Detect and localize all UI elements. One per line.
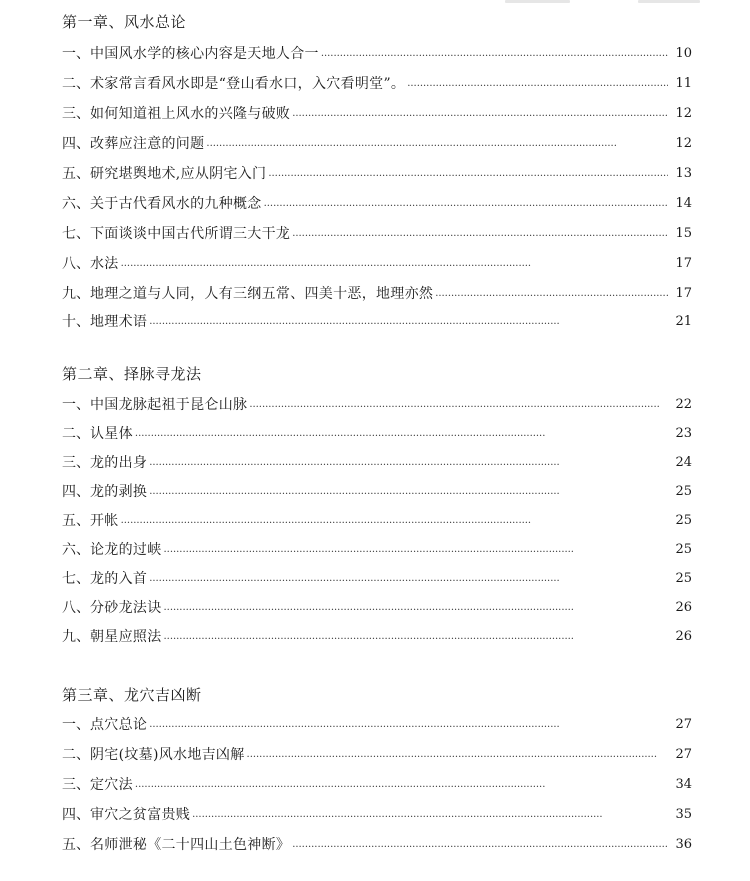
entry-page-number: 21 [675,314,692,329]
entry-title: 定穴法 [90,777,133,793]
dot-leader [292,105,668,123]
dot-leader [149,313,668,331]
toc-entry[interactable] [62,313,692,331]
entry-page-number: 10 [675,46,692,61]
chapter-1 [62,12,692,32]
toc-entry[interactable] [62,45,692,63]
entry-number: 七、 [62,226,90,242]
entry-page-number: 24 [675,455,692,470]
entry-page-number: 25 [675,542,692,557]
toc-entry[interactable] [62,776,692,794]
entry-number: 六、 [62,196,90,212]
entry-number: 三、 [62,455,90,471]
dot-leader [164,628,669,646]
chapter-title: 第三章、龙穴吉凶断 [62,686,202,704]
toc-entry[interactable] [62,836,692,854]
entry-number: 十、 [62,314,90,330]
entry-number: 八、 [62,256,90,272]
entry-number: 八、 [62,600,90,616]
entry-page-number: 25 [675,571,692,586]
entry-page-number: 12 [675,136,692,151]
toc-entry[interactable] [62,806,692,824]
entry-title: 阴宅(坟墓)风水地吉凶解 [90,747,245,763]
toc-entry[interactable] [62,135,692,153]
entry-title: 龙的剥换 [90,484,148,500]
dot-leader [249,396,668,414]
entry-number: 六、 [62,542,90,558]
dot-leader [135,776,668,794]
dot-leader [192,806,668,824]
entry-title: 如何知道祖上风水的兴隆与破败 [90,106,291,122]
dot-leader [121,255,668,273]
entry-number: 四、 [62,484,90,500]
entry-page-number: 27 [675,717,692,732]
scan-artifact [505,0,570,3]
entry-page-number: 25 [675,513,692,528]
entry-number: 五、 [62,837,90,853]
entry-number: 五、 [62,166,90,182]
dot-leader [149,716,668,734]
toc-entry[interactable] [62,165,692,183]
toc-entry[interactable] [62,454,692,472]
dot-leader [164,541,669,559]
entry-title: 朝星应照法 [90,629,162,645]
entry-title: 龙的入首 [90,571,148,587]
toc-entry[interactable] [62,483,692,501]
entry-number: 四、 [62,807,90,823]
entry-page-number: 35 [675,807,692,822]
dot-leader [149,570,668,588]
entry-page-number: 23 [675,426,692,441]
entry-page-number: 22 [675,397,692,412]
dot-leader [268,165,668,183]
dot-leader [435,285,668,303]
entry-page-number: 26 [675,600,692,615]
toc-entry[interactable] [62,396,692,414]
entry-page-number: 17 [675,286,692,301]
entry-number: 二、 [62,747,90,763]
toc-entry[interactable] [62,425,692,443]
entry-number: 二、 [62,76,90,92]
entry-number: 一、 [62,46,90,62]
toc-entry[interactable] [62,746,692,764]
chapter-title: 第二章、择脉寻龙法 [62,365,202,383]
chapter-2 [62,364,692,384]
dot-leader [135,425,668,443]
toc-entry[interactable] [62,628,692,646]
entry-title: 改葬应注意的问题 [90,136,205,152]
dot-leader [264,195,668,213]
entry-number: 九、 [62,629,90,645]
entry-number: 三、 [62,777,90,793]
toc-entry[interactable] [62,225,692,243]
entry-number: 五、 [62,513,90,529]
entry-title: 点穴总论 [90,717,148,733]
entry-page-number: 17 [675,256,692,271]
entry-title: 中国风水学的核心内容是天地人合一 [90,46,319,62]
entry-title: 地理之道与人同，人有三纲五常、四美十恶，地理亦然 [90,286,434,302]
entry-title: 中国龙脉起祖于昆仑山脉 [90,397,248,413]
chapter-title: 第一章、风水总论 [62,13,187,31]
toc-entry[interactable] [62,512,692,530]
dot-leader [321,45,668,63]
entry-title: 龙的出身 [90,455,148,471]
entry-number: 七、 [62,571,90,587]
entry-title: 水法 [90,256,119,272]
chapter-3 [62,685,692,705]
dot-leader [206,135,668,153]
toc-entry[interactable] [62,541,692,559]
entry-number: 一、 [62,397,90,413]
entry-page-number: 26 [675,629,692,644]
entry-page-number: 11 [675,76,692,91]
toc-entry[interactable] [62,105,692,123]
entry-title: 关于古代看风水的九种概念 [90,196,262,212]
entry-number: 三、 [62,106,90,122]
dot-leader [164,599,669,617]
entry-page-number: 15 [675,226,692,241]
entry-title: 下面谈谈中国古代所谓三大干龙 [90,226,291,242]
entry-page-number: 27 [675,747,692,762]
toc-entry[interactable] [62,716,692,734]
toc-entry[interactable] [62,570,692,588]
dot-leader [292,225,668,243]
toc-entry[interactable] [62,75,692,93]
entry-number: 二、 [62,426,90,442]
dot-leader [247,746,668,764]
entry-page-number: 13 [675,166,692,181]
entry-title: 名师泄秘《二十四山土色神断》 [90,837,291,853]
entry-title: 开帐 [90,513,119,529]
entry-number: 一、 [62,717,90,733]
entry-page-number: 34 [675,777,692,792]
entry-page-number: 14 [675,196,692,211]
dot-leader [407,75,668,93]
dot-leader [121,512,668,530]
toc-entry[interactable] [62,285,692,303]
scan-artifact [638,0,700,3]
entry-title: 研究堪舆地术,应从阴宅入门 [90,166,267,182]
entry-title: 地理术语 [90,314,148,330]
toc-entry[interactable] [62,255,692,273]
entry-page-number: 36 [675,837,692,852]
entry-number: 四、 [62,136,90,152]
entry-title: 分砂龙法诀 [90,600,162,616]
dot-leader [149,483,668,501]
entry-title: 术家常言看风水即是“登山看水口，入穴看明堂”。 [90,76,406,92]
entry-title: 认星体 [90,426,133,442]
entry-title: 审穴之贫富贵贱 [90,807,191,823]
entry-number: 九、 [62,286,90,302]
entry-page-number: 25 [675,484,692,499]
toc-entry[interactable] [62,599,692,617]
dot-leader [149,454,668,472]
entry-title: 论龙的过峡 [90,542,162,558]
entry-page-number: 12 [675,106,692,121]
toc-entry[interactable] [62,195,692,213]
dot-leader [292,836,668,854]
